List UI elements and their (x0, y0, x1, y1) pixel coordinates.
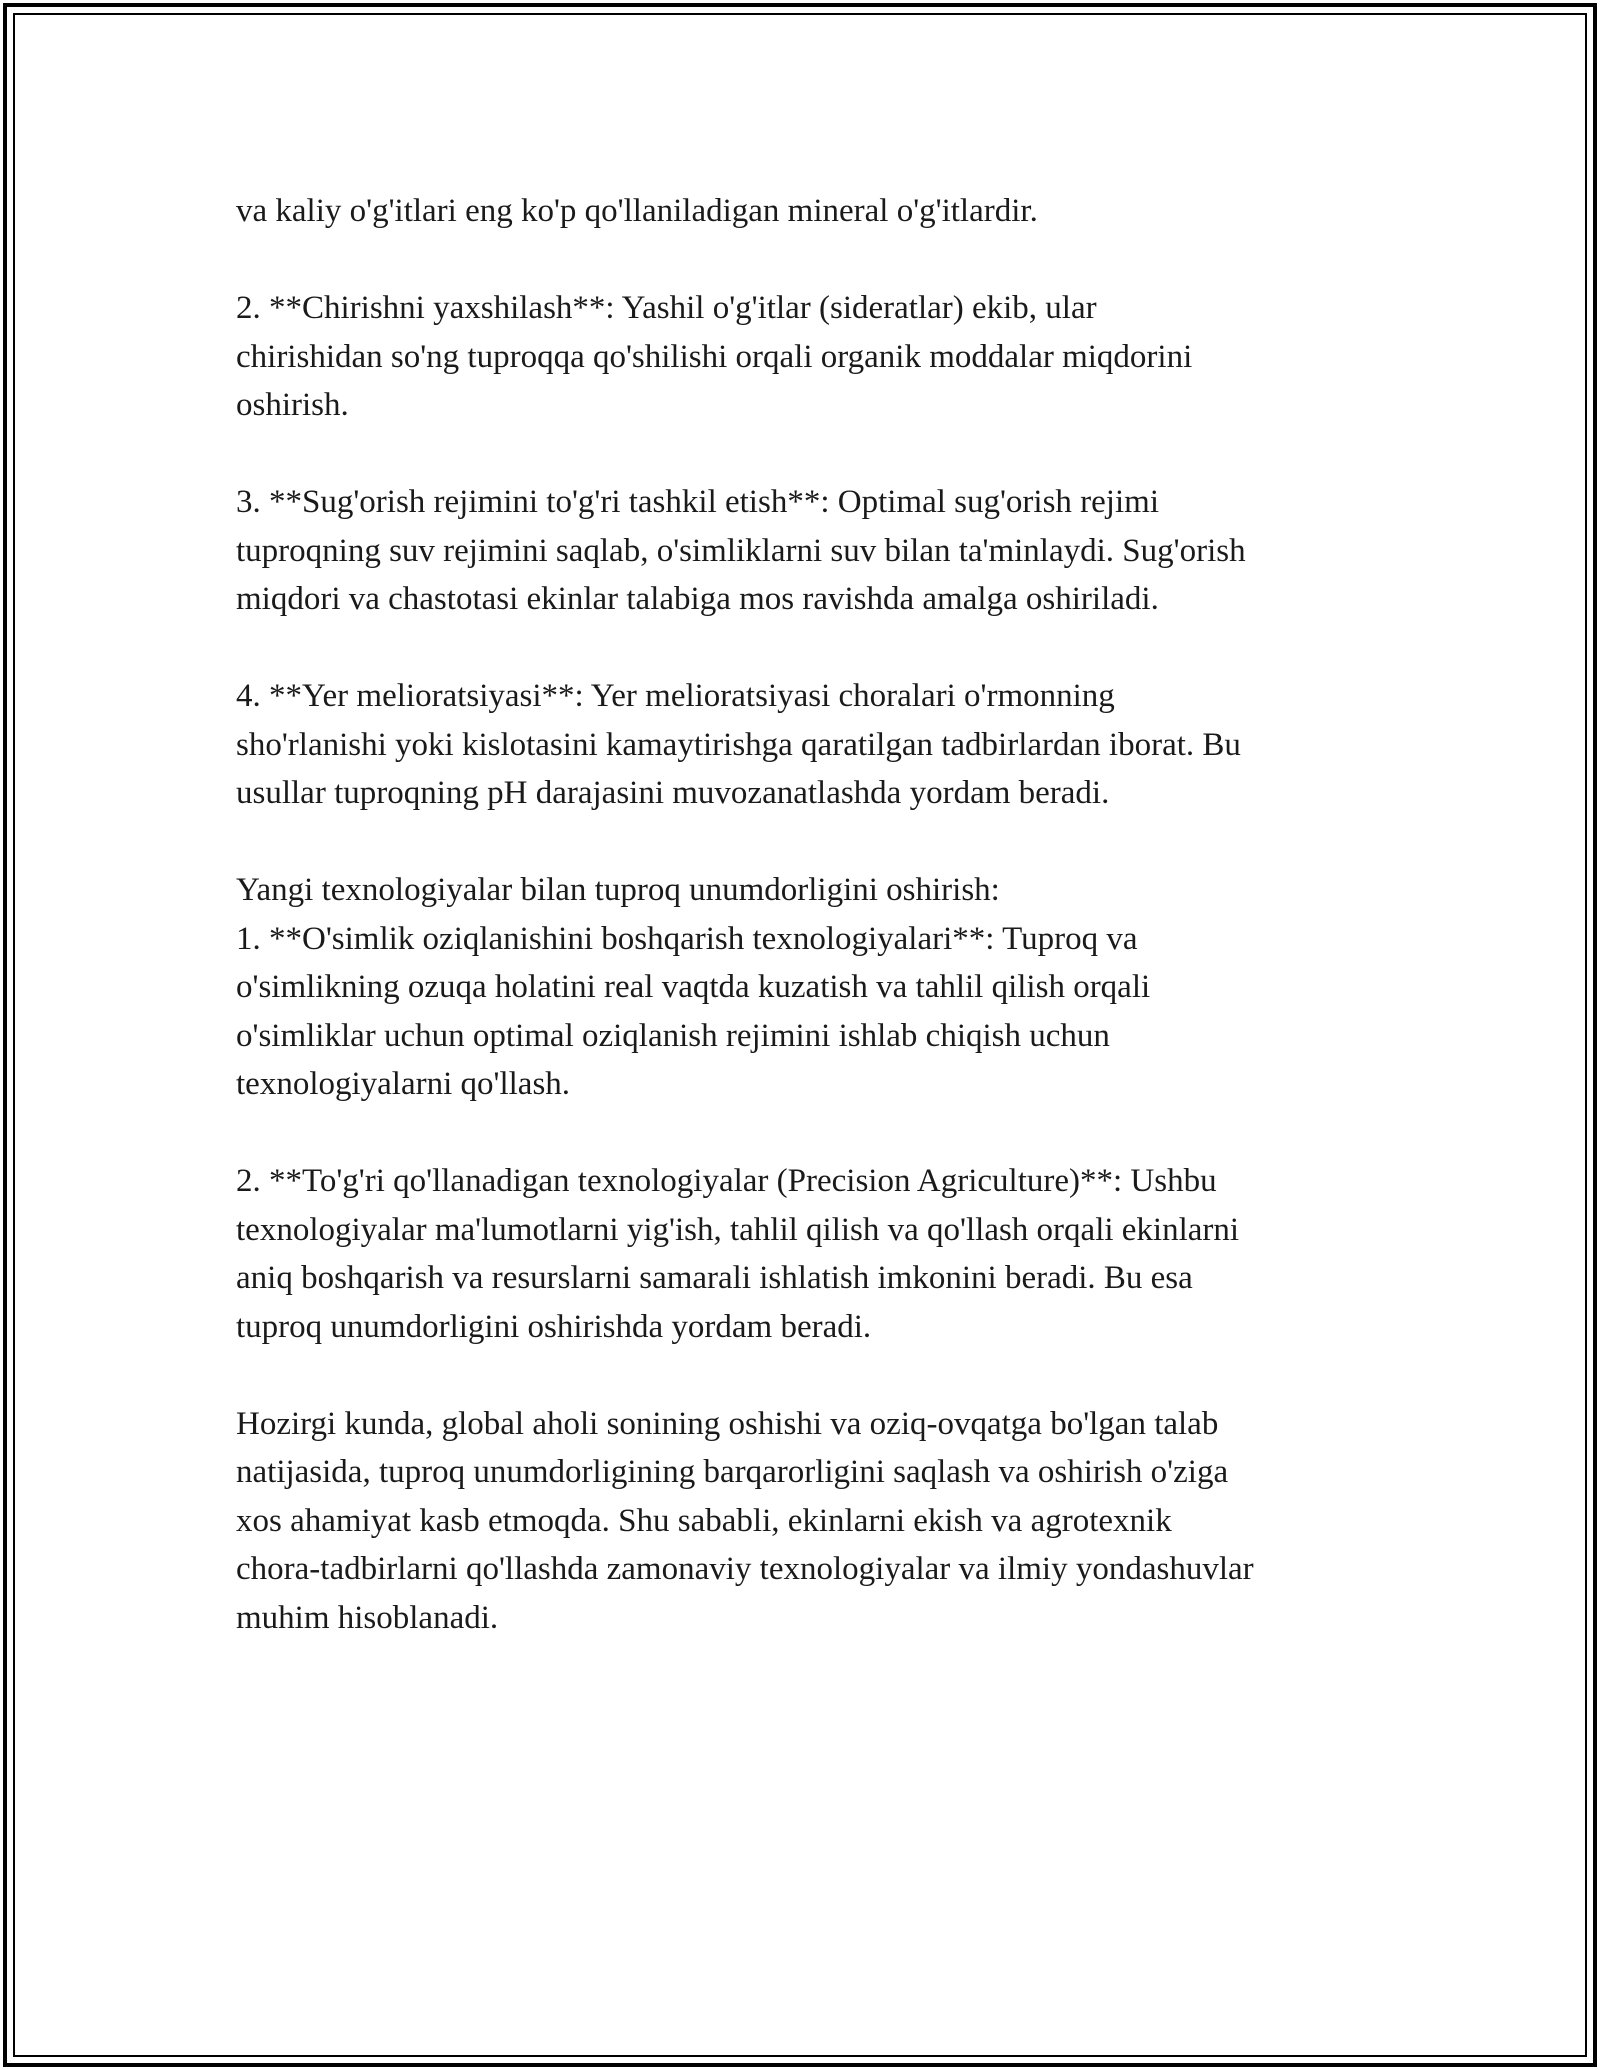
text-line: Yangi texnologiyalar bilan tuproq unumdorligini oshirish: (236, 872, 1000, 908)
text-line: sho'rlanishi yoki kislotasini kamaytirishga qaratilgan tadbirlardan iborat. Bu (236, 726, 1241, 763)
text-line: chirishidan so'ng tuproqqa qo'shilishi orqali organik moddalar miqdorini (236, 338, 1193, 375)
text-line: o'simlikning ozuqa holatini real vaqtda kuzatish va tahlil qilish orqali (236, 969, 1151, 1005)
text-line: texnologiyalarni qo'llash. (236, 1066, 571, 1102)
text-line: tuproq unumdorligini oshirishda yordam beradi. (236, 1308, 872, 1345)
text-line: 4. **Yer melioratsiyasi**: Yer melioratsiyasi choralari o'rmonning (236, 678, 1115, 714)
text-line: natijasida, tuproq unumdorligining barqarorligini saqlash va oshirish o'ziga (236, 1454, 1229, 1490)
blank-line (236, 1109, 1396, 1158)
text-line: 2. **To'g'ri qo'llanadigan texnologiyalar (Precision Agriculture)**: Ushbu (236, 1163, 1217, 1199)
text-line: xos ahamiyat kasb etmoqda. Shu sababli, ekinlarni ekish va agrotexnik (236, 1502, 1172, 1539)
text-line: Hozirgi kunda, global aholi sonining oshishi va oziq-ovqatga bo'lgan talab (236, 1405, 1219, 1442)
blank-line (236, 430, 1396, 479)
text-line: chora-tadbirlarni qo'llashda zamonaviy texnologiyalar va ilmiy yondashuvlar (236, 1551, 1254, 1587)
text-line: usullar tuproqning pH darajasini muvozanatlashda yordam beradi. (236, 775, 1110, 811)
blank-line (236, 818, 1396, 867)
text-line: tuproqning suv rejimini saqlab, o'simliklarni suv bilan ta'minlaydi. Sug'orish (236, 532, 1246, 569)
text-line: 3. **Sug'orish rejimini to'g'ri tashkil etish**: Optimal sug'orish rejimi (236, 484, 1159, 520)
text-line: aniq boshqarish va resurslarni samarali ishlatish imkonini beradi. Bu esa (236, 1260, 1193, 1296)
text-line: muhim hisoblanadi. (236, 1599, 499, 1636)
blank-line (236, 236, 1396, 285)
document-body (236, 187, 1396, 1642)
blank-line (236, 624, 1396, 673)
text-line: texnologiyalar ma'lumotlarni yig'ish, tahlil qilish va qo'llash orqali ekinlarni (236, 1211, 1240, 1248)
text-line: miqdori va chastotasi ekinlar talabiga mos ravishda amalga oshiriladi. (236, 581, 1159, 617)
text-line: va kaliy o'g'itlari eng ko'p qo'llaniladigan mineral o'g'itlardir. (236, 193, 1038, 229)
text-line: 2. **Chirishni yaxshilash**: Yashil o'g'itlar (sideratlar) ekib, ular (236, 290, 1097, 326)
text-line: 1. **O'simlik oziqlanishini boshqarish texnologiyalari**: Tuproq va (236, 920, 1138, 957)
blank-line (236, 1351, 1396, 1400)
text-line: o'simliklar uchun optimal oziqlanish rejimini ishlab chiqish uchun (236, 1017, 1110, 1054)
text-line: oshirish. (236, 387, 349, 423)
